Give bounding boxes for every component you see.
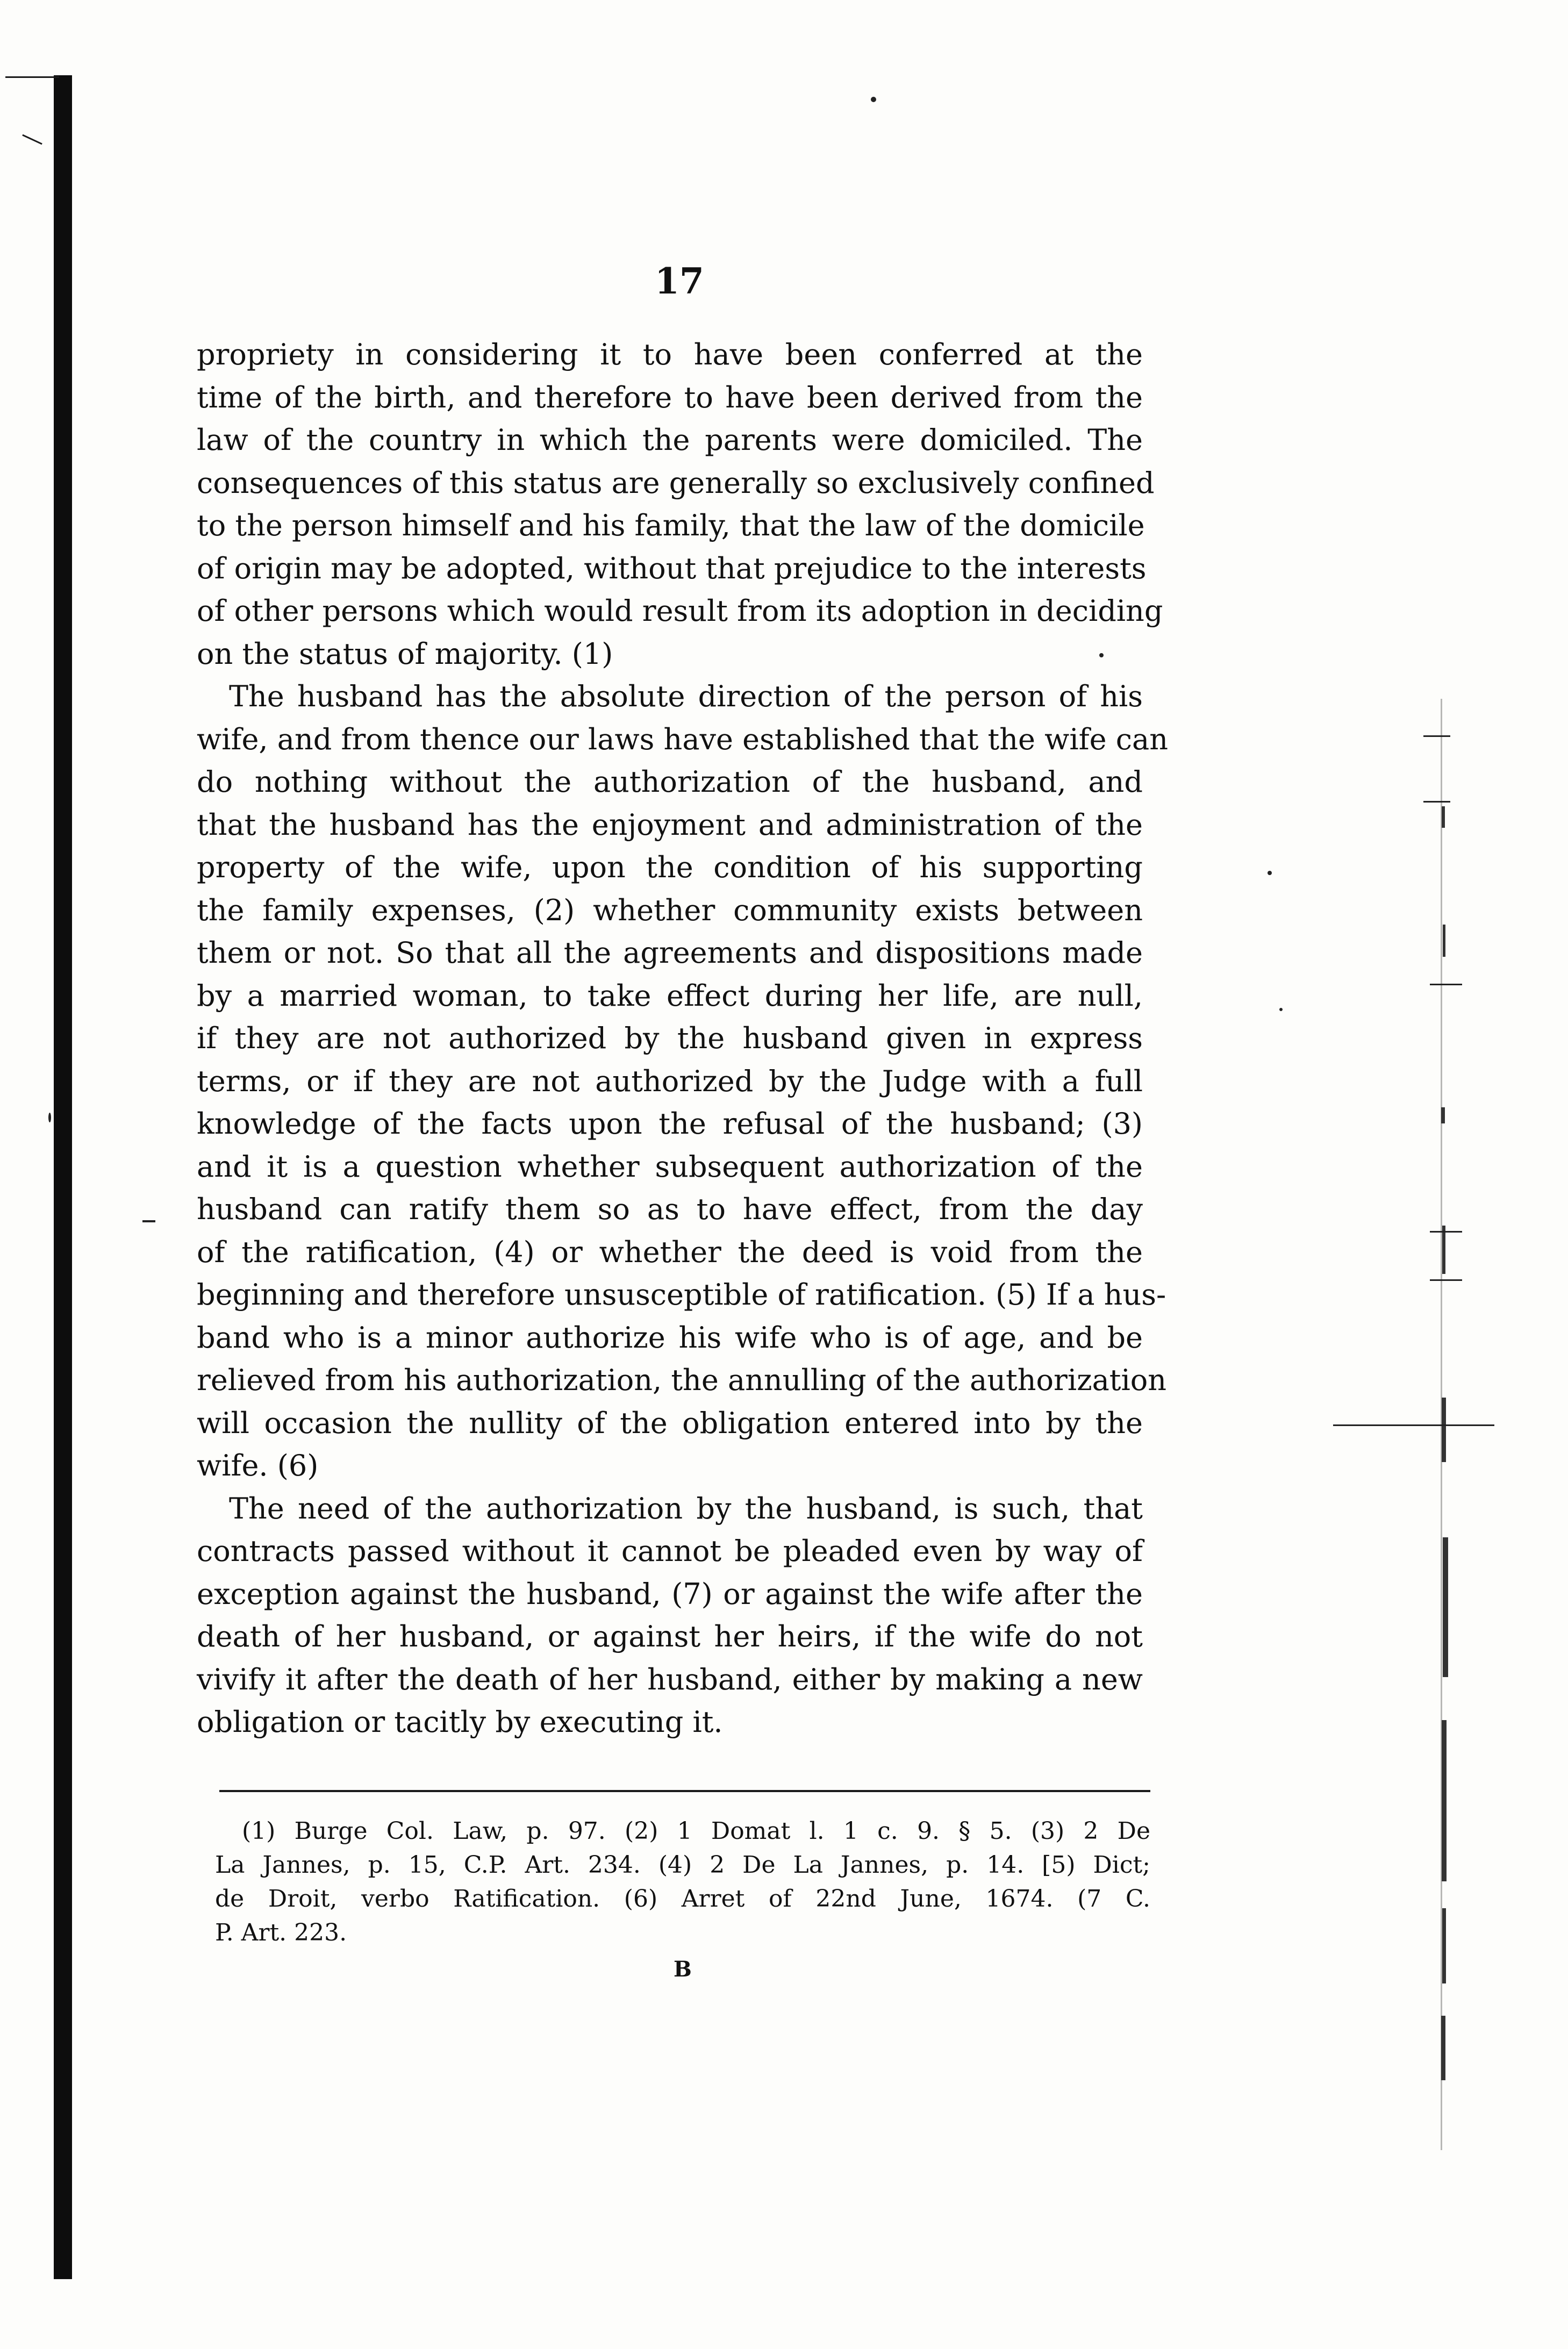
edge-rule (1423, 801, 1450, 803)
text-line: wife, and from thence our laws have established that the wife can (197, 722, 1168, 756)
scan-speck (48, 1113, 51, 1122)
text-line: law of the country in which the parents were domiciled. The (197, 423, 1143, 457)
text-line: do nothing without the authorization of the husband, and (197, 765, 1143, 799)
text-line: on the status of majority. (1) (197, 636, 613, 671)
page-number: 17 (655, 260, 704, 302)
text-line: wife. (6) (197, 1449, 319, 1483)
footnote-line: (1) Burge Col. Law, p. 97. (2) 1 Domat l. 1 c. 9. § 5. (3) 2 De (242, 1817, 1150, 1845)
footnote-line: La Jannes, p. 15, C.P. Art. 234. (4) 2 De La Jannes, p. 14. [5) Dict; (215, 1851, 1150, 1879)
text-line: beginning and therefore unsusceptible of ratification. (5) If a hus- (197, 1278, 1166, 1312)
text-line: of other persons which would result from its adoption in deciding (197, 594, 1163, 628)
text-line: knowledge of the facts upon the refusal of the husband; (3) (197, 1107, 1143, 1141)
footnote-line: P. Art. 223. (215, 1919, 347, 1946)
text-line: the family expenses, (2) whether community exists between (197, 893, 1143, 927)
text-line: of the ratification, (4) or whether the deed is void from the (197, 1235, 1143, 1269)
text-line: relieved from his authorization, the annulling of the authorization (197, 1363, 1167, 1397)
binding-mark (5, 76, 59, 78)
binding-mark (22, 134, 42, 145)
text-line: consequences of this status are generally so exclusively confined (197, 465, 1155, 500)
text-line: them or not. So that all the agreements and dispositions made (197, 936, 1143, 970)
body-text (197, 333, 1168, 1744)
text-line: band who is a minor authorize his wife who is of age, and be (197, 1320, 1143, 1355)
paragraph-start-line: The need of the authorization by the husband, is such, that (229, 1491, 1143, 1526)
edge-rule (1430, 1231, 1462, 1233)
text-line: that the husband has the enjoyment and administration of the (197, 807, 1143, 842)
binding-edge (54, 75, 72, 2279)
text-line: propriety in considering it to have been conferred at the (197, 338, 1143, 371)
text-line: and it is a question whether subsequent authorization of the (197, 1149, 1143, 1184)
signature-mark: B (674, 1957, 692, 1982)
edge-rule (1333, 1424, 1494, 1426)
footnote-line: de Droit, verbo Ratification. (6) Arret of 22nd June, 1674. (7 C. (215, 1885, 1150, 1913)
edge-rule (1430, 1279, 1462, 1281)
text-line: obligation or tacitly by executing it. (197, 1705, 723, 1739)
text-line: terms, or if they are not authorized by the Judge with a full (197, 1064, 1143, 1098)
paragraph-start-line: The husband has the absolute direction of the person of his (229, 679, 1143, 713)
scan-speck (142, 1220, 155, 1222)
text-line: if they are not authorized by the husband given in express (197, 1021, 1143, 1055)
text-line: will occasion the nullity of the obligation entered into by the (197, 1406, 1143, 1440)
text-line: by a married woman, to take effect during her life, are null, (197, 978, 1143, 1013)
text-line: to the person himself and his family, that the law of the domicile (197, 509, 1145, 542)
footnote-divider (219, 1790, 1150, 1792)
text-line: vivify it after the death of her husband, either by making a new (197, 1662, 1143, 1696)
footnotes (215, 1814, 1150, 1950)
text-line: of origin may be adopted, without that prejudice to the interests (197, 551, 1147, 585)
scan-speck (1279, 1008, 1283, 1011)
text-line: exception against the husband, (7) or against the wife after the (197, 1577, 1143, 1611)
text-line: husband can ratify them so as to have effect, from the day (197, 1192, 1143, 1226)
text-line: time of the birth, and therefore to have been derived from the (197, 380, 1143, 414)
scan-speck (871, 97, 876, 102)
edge-rule (1430, 984, 1462, 985)
text-line: contracts passed without it cannot be pleaded even by way of (197, 1534, 1143, 1568)
scan-speck (1268, 871, 1272, 875)
text-line: death of her husband, or against her heirs, if the wife do not (197, 1620, 1143, 1653)
edge-rule (1423, 735, 1450, 737)
text-line: property of the wife, upon the condition of his supporting (197, 850, 1143, 884)
